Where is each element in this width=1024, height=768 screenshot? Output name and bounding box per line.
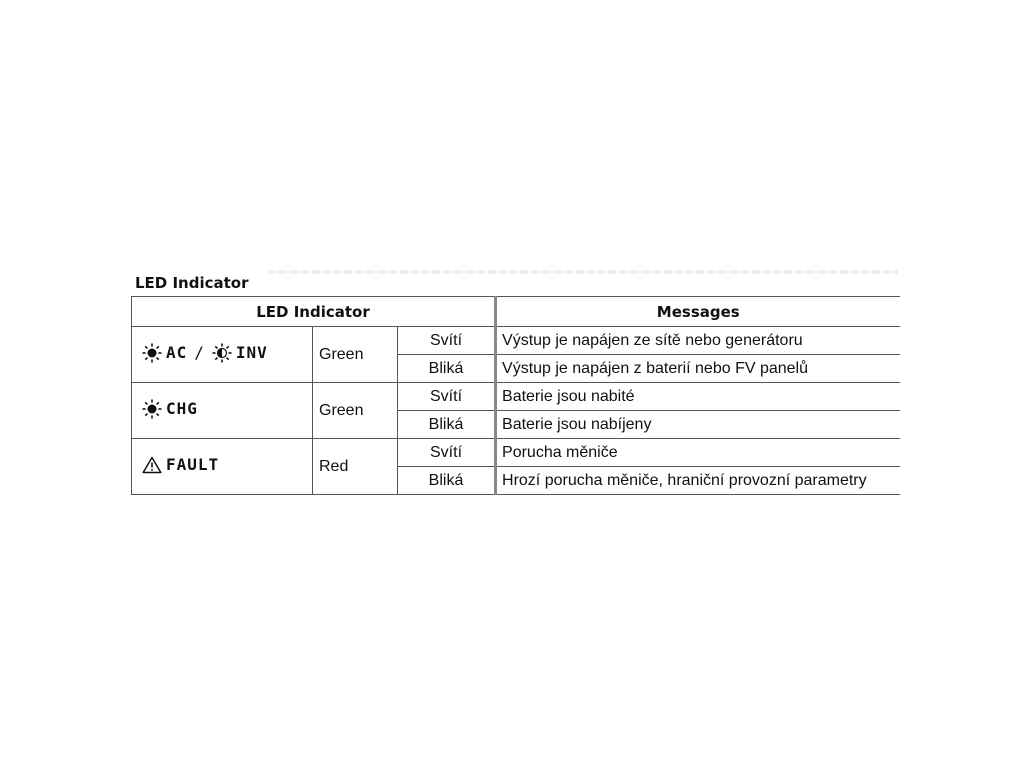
message-cell: Porucha měniče xyxy=(496,439,900,467)
led-state-cell: Svítí xyxy=(398,439,496,467)
led-color-cell: Red xyxy=(313,439,398,495)
message-cell: Výstup je napájen ze sítě nebo generátoru xyxy=(496,327,900,355)
indicator-label-fault: FAULT xyxy=(166,455,220,475)
indicator-cell-chg xyxy=(132,383,313,439)
indicator-label-ac: AC xyxy=(166,343,188,362)
led-blink-icon xyxy=(212,343,232,363)
led-state-cell: Bliká xyxy=(398,467,496,495)
message-cell: Baterie jsou nabíjeny xyxy=(496,411,900,439)
header-messages: Messages xyxy=(496,297,900,327)
message-cell: Hrozí porucha měniče, hraniční provozní parametry xyxy=(496,467,900,495)
message-cell: Baterie jsou nabité xyxy=(496,383,900,411)
indicator-cell-ac-inv xyxy=(132,327,313,383)
indicator-separator: / xyxy=(194,343,205,362)
title-decorative-rule xyxy=(268,270,898,274)
header-led-indicator: LED Indicator xyxy=(132,297,496,327)
section-title: LED Indicator xyxy=(135,274,249,292)
led-color-cell: Green xyxy=(313,327,398,383)
message-cell: Výstup je napájen z baterií nebo FV panelů xyxy=(496,355,900,383)
table-row xyxy=(132,439,900,467)
led-on-icon xyxy=(142,399,162,419)
led-state-cell: Svítí xyxy=(398,327,496,355)
led-state-cell: Svítí xyxy=(398,383,496,411)
indicator-label-inv: INV xyxy=(235,343,268,362)
led-indicator-table xyxy=(131,296,900,495)
indicator-cell-fault xyxy=(132,439,313,495)
led-state-cell: Bliká xyxy=(398,355,496,383)
table-header-row xyxy=(132,297,900,327)
led-on-icon xyxy=(142,343,162,363)
led-color-cell: Green xyxy=(313,383,398,439)
table-row xyxy=(132,327,900,355)
warning-triangle-icon xyxy=(142,456,162,474)
led-state-cell: Bliká xyxy=(398,411,496,439)
table-row xyxy=(132,383,900,411)
indicator-label-chg: CHG xyxy=(166,399,198,418)
